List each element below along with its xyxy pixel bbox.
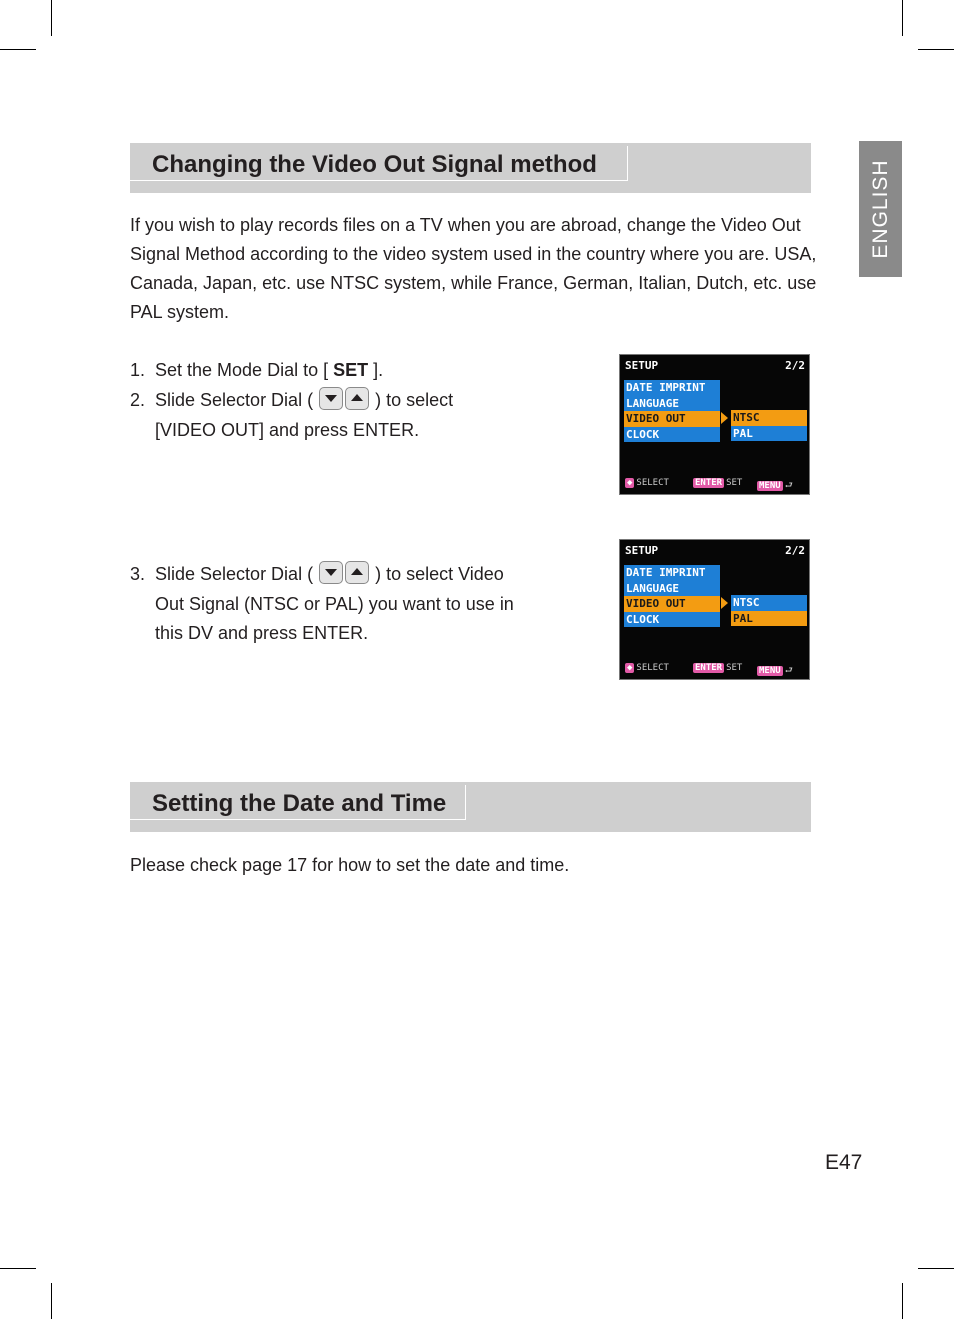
footer-select: SELECT xyxy=(636,663,669,673)
screen-footer xyxy=(625,662,804,676)
intro-paragraph: If you wish to play records files on a TV when you are abroad, change the Video Out Signal Method according to the video system used in the country where you are. USA, Canada, Japan, etc. use NTSC system, while France, German, Italian, Dutch, etc. use PAL system. xyxy=(130,215,817,322)
menu-item-video-out: VIDEO OUT xyxy=(624,411,720,427)
camera-screen-1 xyxy=(619,354,810,495)
section-header-date-time xyxy=(130,782,811,832)
return-icon: ⮐ xyxy=(784,481,793,491)
menu-item-date-imprint: DATE IMPRINT xyxy=(624,380,720,396)
dial-up-icon xyxy=(345,387,369,410)
crop-mark xyxy=(51,0,52,36)
crop-mark xyxy=(918,49,954,50)
step-number: 3. xyxy=(130,564,146,584)
screen-page: 2/2 xyxy=(785,544,805,557)
step-number: 2. xyxy=(130,390,146,410)
section-title: Setting the Date and Time xyxy=(152,790,447,817)
menu-key-icon: MENU xyxy=(759,666,781,676)
footer-set: SET xyxy=(726,663,743,673)
step-number: 1. xyxy=(130,360,146,380)
footer-set: SET xyxy=(726,478,743,488)
enter-key-icon: ENTER xyxy=(695,663,723,673)
dial-icon: ◆ xyxy=(627,478,633,488)
crop-mark xyxy=(918,1268,954,1269)
submenu-arrow-icon xyxy=(721,412,728,424)
menu-item-clock: CLOCK xyxy=(624,427,720,443)
menu-item-date-imprint: DATE IMPRINT xyxy=(624,565,720,581)
menu-key-icon: MENU xyxy=(759,481,781,491)
submenu-arrow-icon xyxy=(721,597,728,609)
menu-item-language: LANGUAGE xyxy=(624,581,720,597)
footer-select: SELECT xyxy=(636,478,669,488)
page-number: E47 xyxy=(825,1151,863,1174)
language-tab xyxy=(859,141,902,277)
mode-set-label: SET xyxy=(333,360,369,380)
date-time-paragraph: Please check page 17 for how to set the date and time. xyxy=(130,855,570,875)
step-text: Set the Mode Dial to [ xyxy=(155,360,334,380)
step-text: Slide Selector Dial ( xyxy=(155,564,319,584)
screen-title: SETUP xyxy=(625,359,659,372)
screen-footer xyxy=(625,477,804,491)
enter-key-icon: ENTER xyxy=(695,478,723,488)
step-text: [VIDEO OUT] and press ENTER. xyxy=(155,419,420,440)
option-ntsc: NTSC xyxy=(731,410,807,426)
dial-down-icon xyxy=(319,387,343,410)
crop-mark xyxy=(51,1283,52,1319)
crop-mark xyxy=(902,0,903,36)
option-pal: PAL xyxy=(731,426,807,442)
menu-item-clock: CLOCK xyxy=(624,612,720,628)
section-header-video-out xyxy=(130,143,811,193)
screen-title: SETUP xyxy=(625,544,659,557)
step-text: ]. xyxy=(368,360,384,380)
crop-mark xyxy=(0,1268,36,1269)
menu-item-video-out: VIDEO OUT xyxy=(624,596,720,612)
step-text: ) to select Video xyxy=(370,564,504,584)
step-text: Slide Selector Dial ( xyxy=(155,390,319,410)
option-ntsc: NTSC xyxy=(731,595,807,611)
dial-down-icon xyxy=(319,561,343,584)
dial-icon: ◆ xyxy=(627,663,633,673)
screen-page: 2/2 xyxy=(785,359,805,372)
step-text: this DV and press ENTER. xyxy=(155,623,369,643)
crop-mark xyxy=(0,49,36,50)
crop-mark xyxy=(902,1283,903,1319)
dial-up-icon xyxy=(345,561,369,584)
menu-item-language: LANGUAGE xyxy=(624,396,720,412)
step-text: ) to select xyxy=(370,390,454,410)
step-text: Out Signal (NTSC or PAL) you want to use in xyxy=(155,593,514,614)
return-icon: ⮐ xyxy=(784,666,793,676)
camera-screen-2 xyxy=(619,539,810,680)
language-tab-label: ENGLISH xyxy=(868,159,892,259)
section-title: Changing the Video Out Signal method xyxy=(152,151,597,178)
option-pal: PAL xyxy=(731,611,807,627)
